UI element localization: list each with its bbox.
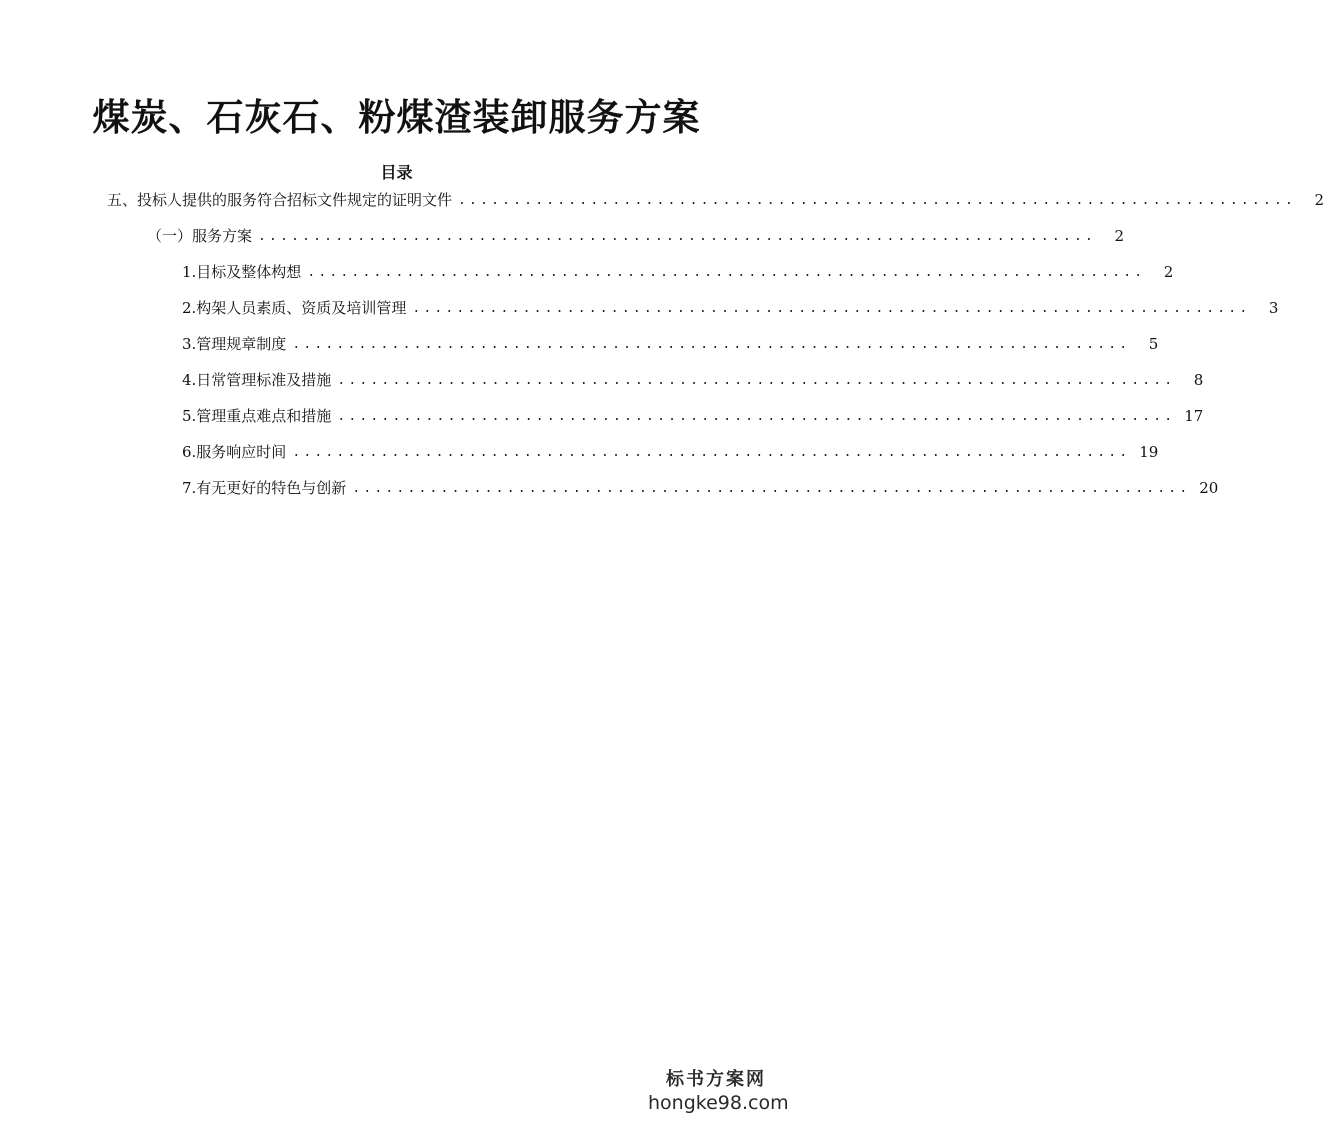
toc-page-number: 5 — [1148, 335, 1159, 353]
toc-dot-leader: ............................................................................ — [292, 445, 1131, 460]
toc-dot-leader: ............................................................................ — [258, 229, 1097, 244]
toc-entry-label: 5.管理重点难点和措施 — [182, 407, 332, 425]
watermark-name: 标书方案网 — [666, 1069, 766, 1090]
toc-entry-label: 2.构架人员素质、资质及培训管理 — [182, 299, 407, 317]
toc-entry-item-7[interactable] — [182, 475, 1219, 499]
toc-dot-leader: ............................................................................ — [337, 409, 1176, 424]
toc-dot-leader: ............................................................................ — [352, 481, 1191, 496]
toc-entry-item-6[interactable] — [182, 439, 1159, 463]
toc-entry-section-5[interactable] — [107, 187, 1324, 211]
toc-heading: 目录 — [380, 163, 413, 182]
toc-entry-service-plan[interactable] — [147, 223, 1125, 247]
toc-dot-leader: ............................................................................ — [458, 193, 1297, 208]
toc-entry-label: 3.管理规章制度 — [182, 335, 287, 353]
toc-dot-leader: ............................................................................ — [292, 337, 1131, 352]
toc-dot-leader: ............................................................................ — [337, 373, 1176, 388]
toc-entry-item-4[interactable] — [182, 367, 1204, 391]
watermark-url: hongke98.com — [648, 1092, 789, 1114]
toc-entry-label: 1.目标及整体构想 — [182, 263, 302, 281]
toc-entry-label: 4.日常管理标准及措施 — [182, 371, 332, 389]
toc-page-number: 2 — [1114, 227, 1125, 245]
toc-page-number: 2 — [1314, 191, 1324, 209]
toc-dot-leader: ............................................................................ — [412, 301, 1251, 316]
toc-dot-leader: ............................................................................ — [307, 265, 1146, 280]
toc-page-number: 20 — [1199, 479, 1219, 497]
toc-entry-label: （一）服务方案 — [147, 227, 253, 245]
toc-page-number: 17 — [1184, 407, 1204, 425]
toc-page-number: 2 — [1163, 263, 1174, 281]
toc-page-number: 3 — [1268, 299, 1279, 317]
toc-entry-item-1[interactable] — [182, 259, 1174, 283]
site-watermark — [648, 1068, 789, 1114]
toc-entry-item-5[interactable] — [182, 403, 1204, 427]
toc-entry-item-3[interactable] — [182, 331, 1159, 355]
toc-entry-label: 五、投标人提供的服务符合招标文件规定的证明文件 — [107, 191, 453, 209]
toc-entry-label: 6.服务响应时间 — [182, 443, 287, 461]
toc-entry-label: 7.有无更好的特色与创新 — [182, 479, 347, 497]
toc-page-number: 8 — [1193, 371, 1204, 389]
document-title: 煤炭、石灰石、粉煤渣装卸服务方案 — [92, 95, 701, 139]
toc-entry-item-2[interactable] — [182, 295, 1279, 319]
toc-page-number: 19 — [1139, 443, 1159, 461]
